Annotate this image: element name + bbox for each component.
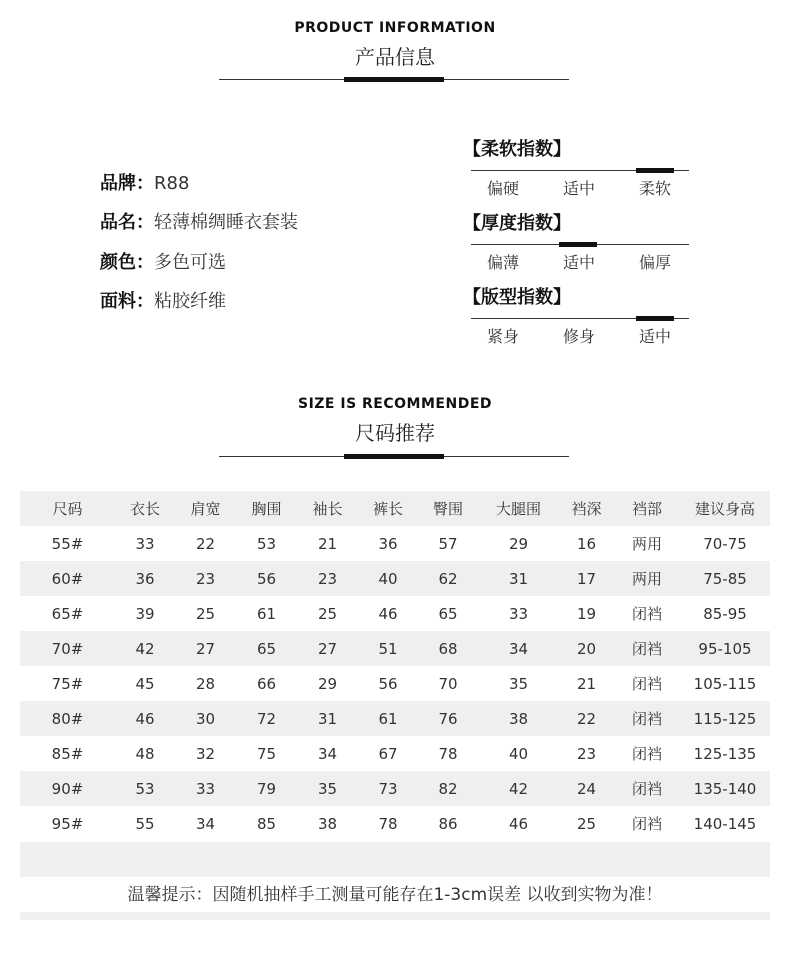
table-cell: 36 [378,534,398,553]
gauge-softness-option: 适中 [562,179,595,198]
info-fabric-key: 面料 [100,291,136,312]
table-cell: 35 [297,771,358,806]
table-cell: 46 [378,604,398,623]
info-name-value: 轻薄棉绸睡衣套装 [154,212,298,233]
table-cell: 75# [51,674,84,693]
table-cell: 40 [508,744,529,763]
table-cell: 70# [20,631,115,666]
table-cell: 46 [508,814,529,833]
table-cell: 65 [438,604,458,623]
table-cell: 86 [438,814,458,833]
table-cell: 82 [418,771,478,806]
gauge-thickness-marker [559,242,597,247]
size-section-divider-accent [344,454,444,459]
table-row [20,596,770,631]
table-cell: 两用 [631,535,662,553]
table-cell: 61 [358,701,418,736]
table-cell: 38 [478,701,559,736]
table-cell: 34 [478,631,559,666]
size-section-title-cn: 尺码推荐 [355,421,435,445]
table-cell: 31 [478,561,559,596]
table-cell: 闭裆 [631,675,662,693]
table-cell: 85# [51,744,84,763]
table-cell: 36 [115,561,175,596]
table-cell: 65 [236,631,297,666]
table-cell: 67 [378,744,398,763]
table-cell: 57 [438,534,458,553]
table-cell: 30 [175,701,236,736]
table-cell: 135-140 [680,771,770,806]
info-name-key: 品名 [100,212,136,233]
info-product-name: 品名：轻薄棉绸睡衣套装 [100,212,298,233]
table-cell: 48 [135,744,155,763]
table-cell: 80# [20,701,115,736]
table-cell: 22 [195,534,216,553]
table-cell: 33 [508,604,529,623]
info-brand-value: R88 [154,173,190,194]
table-row [20,736,770,771]
size-table-header: 裆深 [559,491,614,526]
table-cell: 34 [195,814,216,833]
table-cell: 22 [559,701,614,736]
table-cell: 53 [256,534,277,553]
table-cell: 20 [559,631,614,666]
size-table [20,491,770,841]
table-cell: 95-105 [680,631,770,666]
table-cell: 72 [236,701,297,736]
table-cell: 23 [175,561,236,596]
size-table-header: 胸围 [236,491,297,526]
table-cell: 24 [559,771,614,806]
table-cell: 140-145 [693,814,757,833]
table-cell: 55 [135,814,155,833]
table-cell: 25 [317,604,338,623]
table-cell: 53 [115,771,175,806]
size-table-header-row [20,491,770,526]
size-tip: 温馨提示：因随机抽样手工测量可能存在1-3cm误差 以收到实物为准！ [127,885,663,905]
size-table-header: 肩宽 [175,491,236,526]
gauge-fit-option: 适中 [638,327,671,346]
table-cell: 56 [378,674,398,693]
table-cell: 61 [256,604,277,623]
table-cell: 70 [438,674,458,693]
size-table-header: 裆部 [614,491,680,526]
info-fabric: 面料：粘胶纤维 [100,291,226,312]
gauge-softness-option: 偏硬 [486,179,519,198]
table-row [20,561,770,596]
table-cell: 33 [135,534,155,553]
gauge-thickness-option: 偏薄 [486,253,519,272]
table-cell: 25 [195,604,216,623]
gauge-thickness-option: 适中 [562,253,595,272]
table-cell: 32 [195,744,216,763]
table-row [20,806,770,841]
table-cell: 23 [576,744,597,763]
table-cell: 31 [297,701,358,736]
table-cell: 16 [576,534,597,553]
table-cell: 75-85 [680,561,770,596]
info-color: 颜色：多色可选 [100,252,226,273]
table-cell: 62 [418,561,478,596]
table-cell: 34 [317,744,338,763]
table-cell: 闭裆 [614,771,680,806]
table-row [20,701,770,736]
table-row [20,526,770,561]
size-table-header: 臀围 [418,491,478,526]
table-cell: 60# [20,561,115,596]
table-row [20,631,770,666]
info-color-value: 多色可选 [154,252,226,273]
table-cell: 65# [51,604,84,623]
empty-band [20,842,770,877]
table-cell: 闭裆 [631,605,662,623]
gauge-thickness-title: 【厚度指数】 [463,213,571,234]
table-cell: 25 [576,814,597,833]
table-cell: 51 [358,631,418,666]
info-brand-key: 品牌 [100,173,136,194]
table-cell: 38 [317,814,338,833]
table-cell: 78 [378,814,398,833]
table-cell: 29 [317,674,338,693]
gauge-thickness-option: 偏厚 [638,253,671,272]
info-color-key: 颜色 [100,252,136,273]
size-table-header: 袖长 [297,491,358,526]
table-cell: 40 [358,561,418,596]
size-table-header: 建议身高 [680,491,770,526]
table-cell: 55# [51,534,84,553]
table-cell: 闭裆 [614,701,680,736]
table-cell: 115-125 [680,701,770,736]
section-title-en: PRODUCT INFORMATION [294,20,496,36]
table-cell: 19 [576,604,597,623]
size-table-header: 裤长 [358,491,418,526]
table-cell: 68 [418,631,478,666]
table-cell: 27 [175,631,236,666]
table-cell: 28 [195,674,216,693]
table-cell: 73 [358,771,418,806]
gauge-softness-option: 柔软 [638,179,671,198]
table-row [20,771,770,806]
table-cell: 75 [256,744,277,763]
table-cell: 闭裆 [631,815,662,833]
bottom-band [20,912,770,920]
gauge-softness-marker [636,168,674,173]
table-cell: 78 [438,744,458,763]
table-cell: 39 [135,604,155,623]
gauge-fit-title: 【版型指数】 [463,287,571,308]
table-cell: 23 [297,561,358,596]
gauge-fit-marker [636,316,674,321]
table-cell: 76 [418,701,478,736]
table-cell: 21 [576,674,597,693]
section-divider-accent [344,77,444,82]
table-cell: 35 [508,674,529,693]
table-cell: 90# [20,771,115,806]
table-cell: 105-115 [693,674,757,693]
table-cell: 79 [236,771,297,806]
info-brand: 品牌：R88 [100,173,190,194]
table-cell: 66 [256,674,277,693]
table-cell: 56 [236,561,297,596]
size-table-header: 尺码 [20,491,115,526]
table-cell: 闭裆 [631,745,662,763]
gauge-softness-title: 【柔软指数】 [463,139,571,160]
table-cell: 33 [175,771,236,806]
section-title-cn: 产品信息 [355,45,435,69]
size-section-title-en: SIZE IS RECOMMENDED [297,396,492,412]
table-cell: 闭裆 [614,631,680,666]
gauge-fit-option: 紧身 [486,327,519,346]
size-table-header: 大腿围 [478,491,559,526]
size-table-header: 衣长 [115,491,175,526]
table-cell: 27 [297,631,358,666]
table-cell: 17 [559,561,614,596]
table-cell: 46 [115,701,175,736]
table-cell: 70-75 [703,534,747,553]
info-fabric-value: 粘胶纤维 [154,291,226,312]
table-row [20,666,770,701]
table-cell: 85-95 [703,604,747,623]
table-cell: 45 [135,674,155,693]
table-cell: 95# [51,814,84,833]
table-cell: 21 [317,534,338,553]
table-cell: 85 [256,814,277,833]
table-cell: 125-135 [693,744,757,763]
gauge-fit-option: 修身 [562,327,595,346]
table-cell: 两用 [614,561,680,596]
table-cell: 42 [478,771,559,806]
table-cell: 42 [115,631,175,666]
table-cell: 29 [508,534,529,553]
